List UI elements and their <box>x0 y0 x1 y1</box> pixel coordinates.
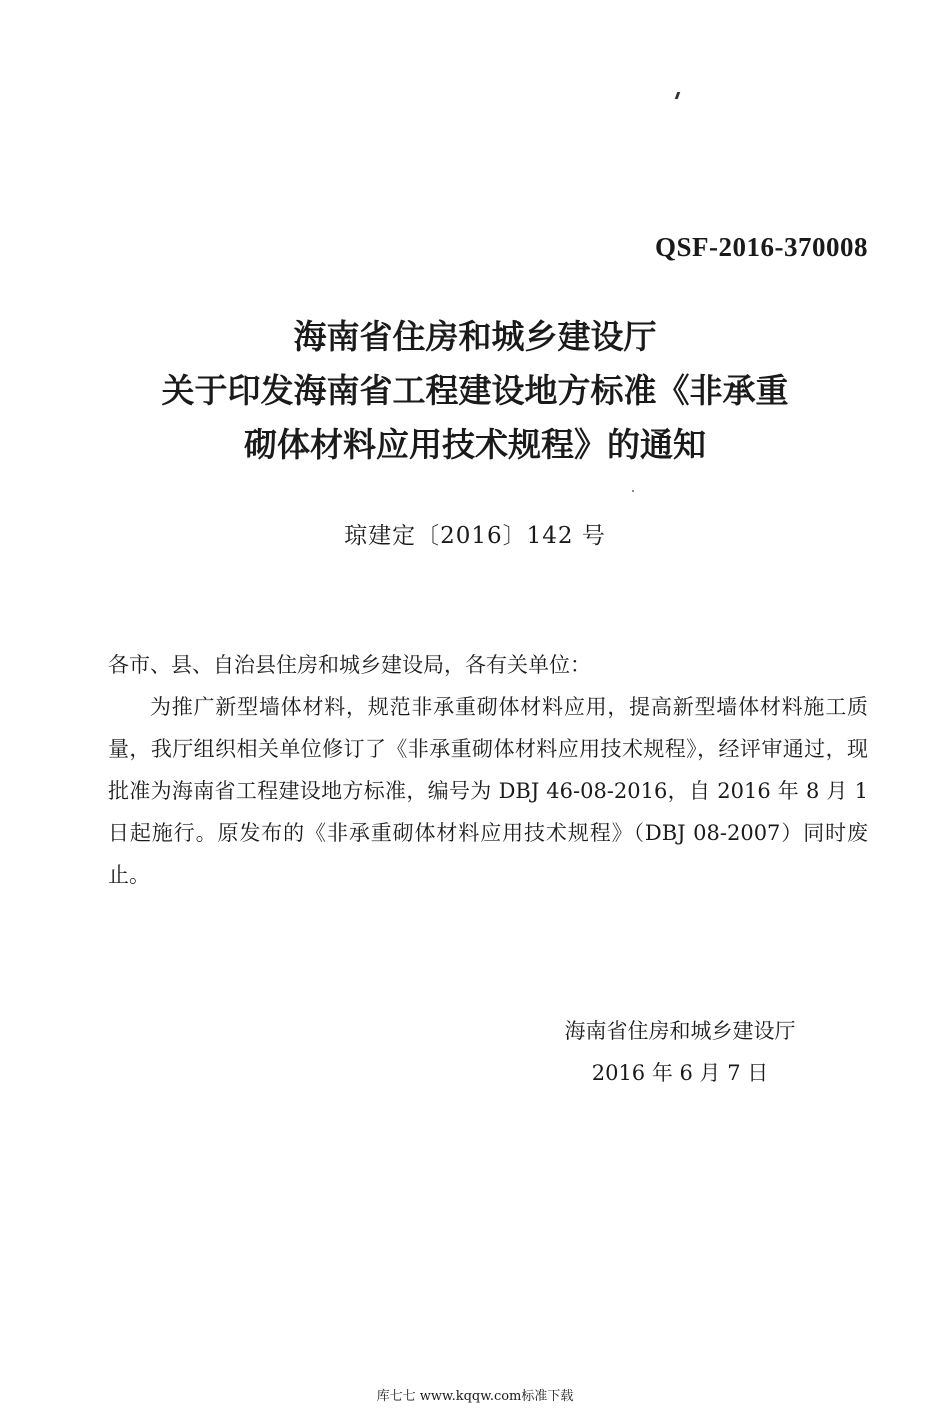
title-line-1: 海南省住房和城乡建设厅 <box>293 317 657 356</box>
scan-mark <box>675 92 681 99</box>
title-line-2: 关于印发海南省工程建设地方标准《非承重 <box>161 371 789 410</box>
signature-block <box>500 1010 860 1094</box>
title-line-3: 砌体材料应用技术规程》的通知 <box>244 425 706 464</box>
document-code: QSF-2016-370008 <box>655 232 868 262</box>
document-title <box>0 310 950 472</box>
notice-body <box>108 644 868 896</box>
greeting: 各市、县、自治县住房和城乡建设局，各有关单位： <box>108 653 591 677</box>
scan-dot <box>632 490 634 492</box>
footer-watermark: 库七七 www.kqqw.com标准下载 <box>376 1389 574 1404</box>
issuer: 海南省住房和城乡建设厅 <box>564 1019 796 1043</box>
issue-date: 2016 年 6 月 7 日 <box>591 1061 769 1085</box>
notice-paragraph: 为推广新型墙体材料，规范非承重砌体材料应用，提高新型墙体材料施工质量，我厅组织相关单位修订了《非承重砌体材料应用技术规程》，经评审通过，现批准为海南省工程建设地方标准，编号为 DBJ 46-08-2016，自 2016 年 8 月 1 日起施行。原发布的《非承重砌体材料应用技术规程》（DBJ 08-2007）同时废止。 <box>108 695 868 887</box>
document-number: 琼建定〔2016〕142 号 <box>344 523 606 549</box>
